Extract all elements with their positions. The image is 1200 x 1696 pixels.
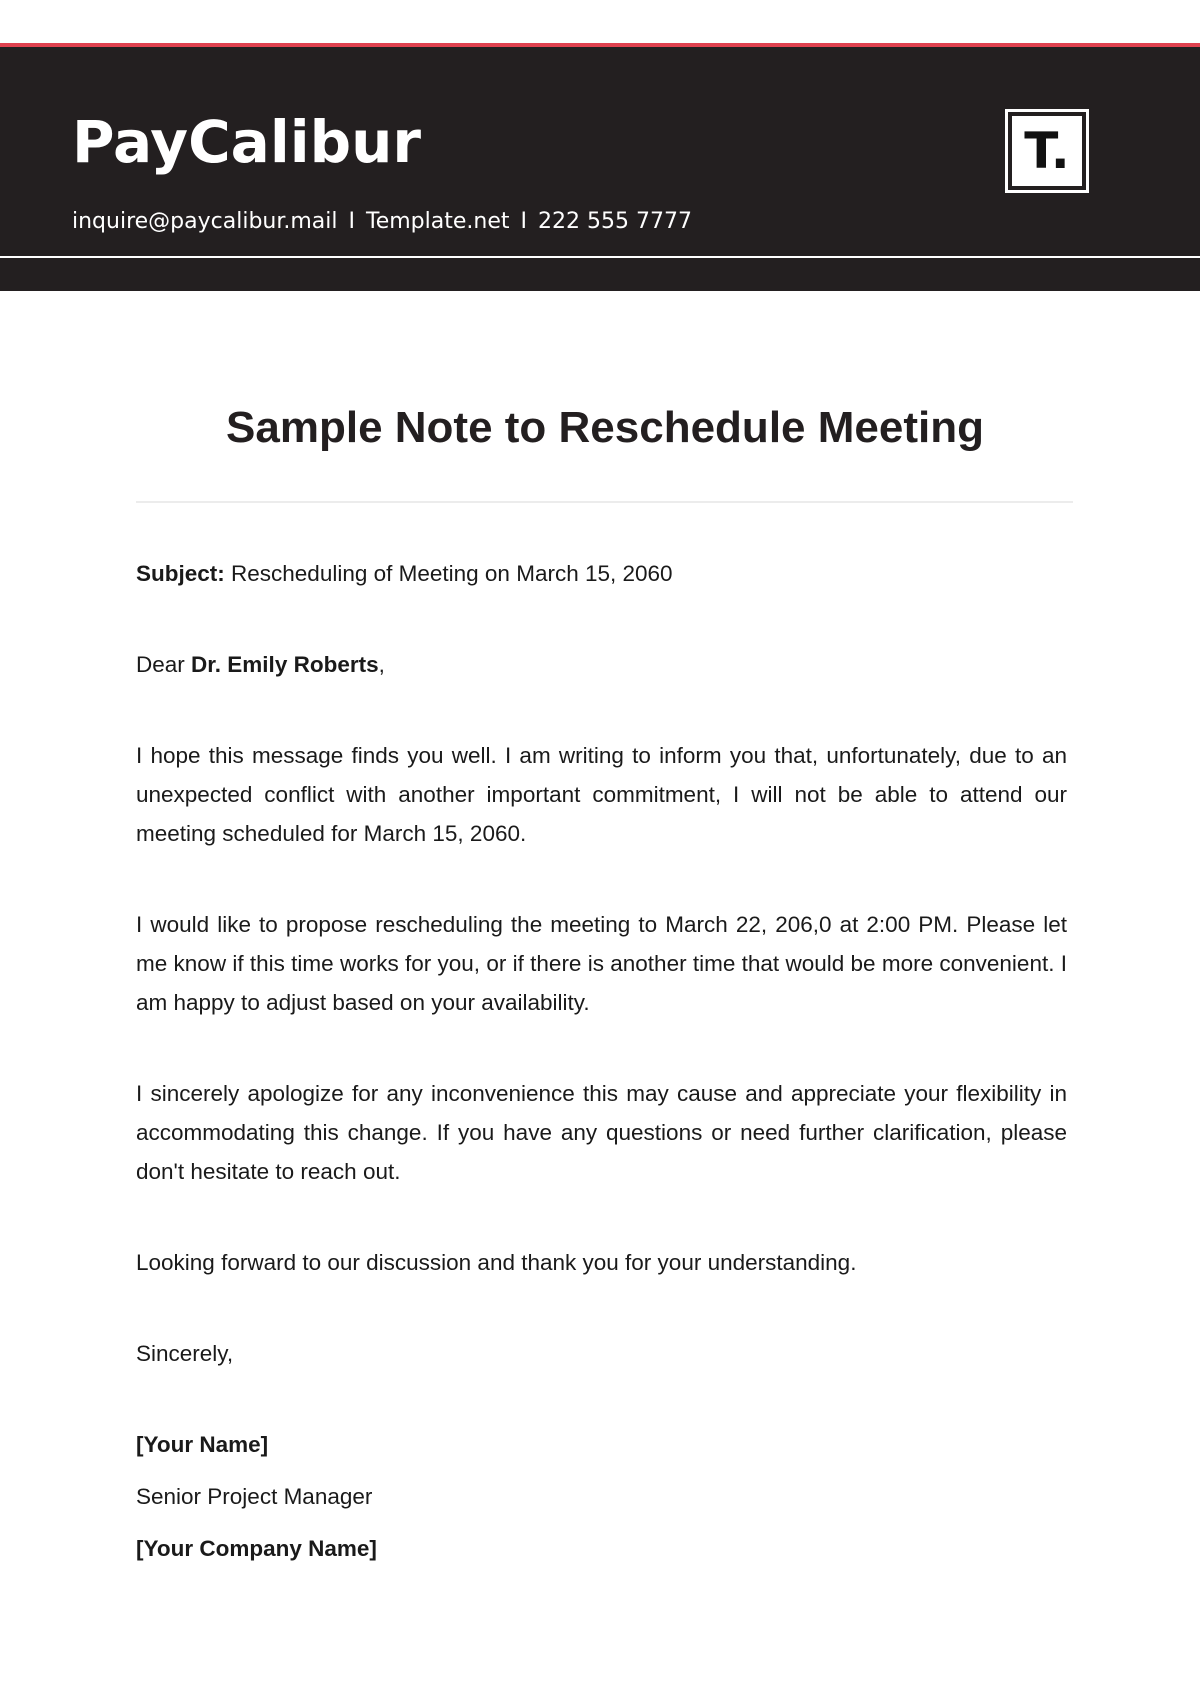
closing: Sincerely, (136, 1341, 234, 1366)
contact-separator: I (520, 209, 527, 234)
document-title: Sample Note to Reschedule Meeting (226, 403, 984, 452)
contact-separator: I (348, 209, 356, 234)
body-paragraph: I hope this message finds you well. I am writing to inform you that, unfortunately, due to an unexpected conflict with another important commitment, I will not be able to attend our meeting scheduled for March 15, 2060. (136, 743, 1067, 846)
subject-line (136, 554, 1067, 593)
contact-info (72, 209, 692, 234)
letter-body (136, 554, 1067, 1581)
body-paragraph: I would like to propose rescheduling the meeting to March 22, 206,0 at 2:00 PM. Please let me know if this time works for you, or if there is another time that would be more convenient. I am happy to adjust based on your availability. (136, 912, 1067, 1015)
body-paragraph: Looking forward to our discussion and thank you for your understanding. (136, 1250, 857, 1275)
template-logo (1005, 109, 1089, 193)
letterhead (0, 47, 1200, 291)
salutation (136, 645, 1067, 684)
signature-company (136, 1529, 1067, 1568)
recipient-name: Dr. Emily Roberts (191, 652, 379, 677)
salutation-text: Dear (136, 652, 192, 677)
subject-label: Subject: (136, 561, 225, 586)
contact-phone: 222 555 7777 (538, 209, 692, 234)
title-divider (136, 501, 1073, 503)
signature-name (136, 1425, 1067, 1464)
signature-company-text: [Your Company Name] (136, 1536, 377, 1561)
contact-email: inquire@paycalibur.mail (72, 209, 338, 234)
signature-position: Senior Project Manager (136, 1484, 373, 1509)
body-paragraph: I sincerely apologize for any inconvenience this may cause and appreciate your flexibility in accommodating this change. If you have any questions or need further clarification, please don't hesitate to reach out. (136, 1081, 1067, 1184)
contact-website: Template.net (366, 209, 510, 234)
subject-text: Rescheduling of Meeting on March 15, 2060 (224, 561, 673, 586)
header-divider (0, 256, 1200, 258)
company-name: PayCalibur (72, 108, 421, 176)
logo-mark: T. (1012, 116, 1082, 186)
signature-name-text: [Your Name] (136, 1432, 269, 1457)
salutation-punctuation: , (378, 652, 385, 677)
